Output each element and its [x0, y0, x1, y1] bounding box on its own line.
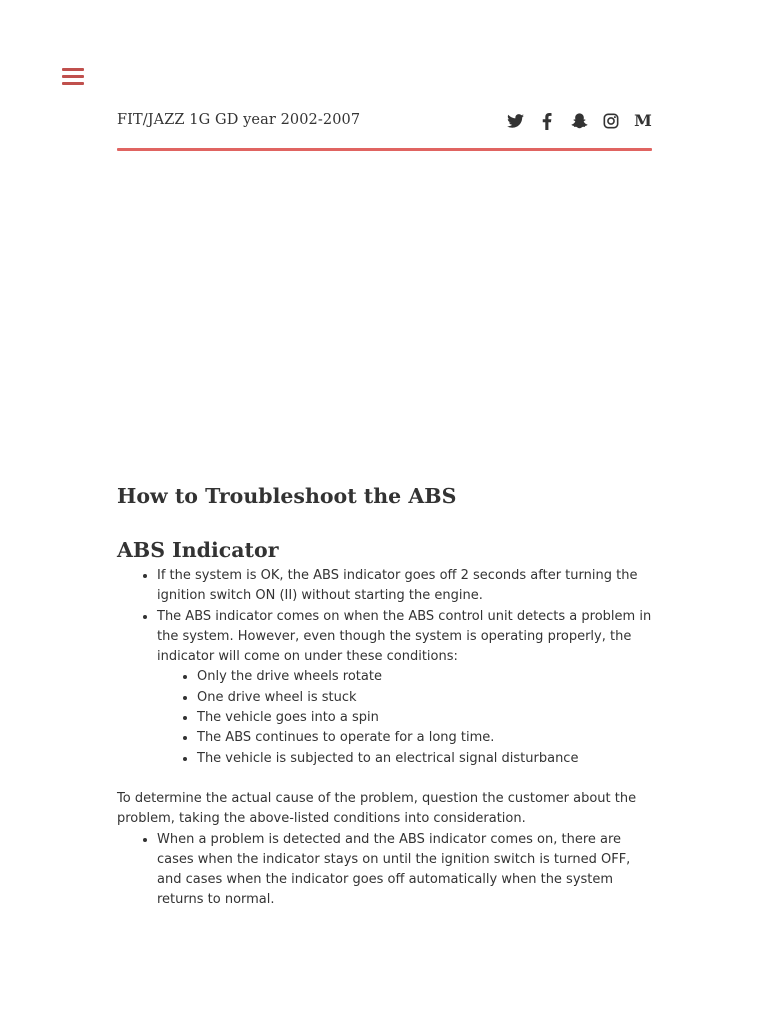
list-item — [157, 607, 652, 769]
body-paragraph: To determine the actual cause of the problem, question the customer about the problem, taking the above-listed conditions into consideration. — [117, 790, 637, 827]
article-content — [117, 480, 652, 911]
hamburger-menu-icon[interactable] — [62, 67, 84, 86]
article-title: How to Troubleshoot the ABS — [117, 484, 457, 508]
condition-item: • The vehicle goes into a spin — [197, 708, 652, 728]
ad-space — [117, 160, 652, 460]
condition-item: • The ABS continues to operate for a long time. — [197, 728, 652, 748]
list-item: • When a problem is detected and the ABS indicator comes on, there are cases when the indicator stays on until the ignition switch is turned OFF, and cases when the indicator goes off automatically when the system returns to normal. — [157, 830, 652, 911]
indicator-behavior-list — [117, 830, 652, 911]
indicator-info-list — [117, 566, 652, 769]
condition-item: • One drive wheel is stuck — [197, 688, 652, 708]
menu-bar — [62, 75, 84, 78]
medium-icon[interactable]: M — [634, 111, 652, 130]
snapchat-icon[interactable] — [570, 112, 588, 130]
list-item: • If the system is OK, the ABS indicator goes off 2 seconds after turning the ignition switch ON (II) without starting the engine. — [157, 566, 652, 607]
twitter-icon[interactable] — [506, 112, 524, 130]
menu-bar — [62, 82, 84, 85]
section-heading: ABS Indicator — [117, 538, 279, 562]
list-item-text: The ABS indicator comes on when the ABS control unit detects a problem in the system. However, even though the system is operating properly, the indicator will come on under these conditions: — [157, 608, 652, 665]
condition-item: • Only the drive wheels rotate — [197, 667, 652, 687]
instagram-icon[interactable] — [602, 112, 620, 130]
social-links — [506, 112, 652, 130]
facebook-icon[interactable] — [538, 112, 556, 130]
menu-bar — [62, 68, 84, 71]
site-title-link[interactable]: FIT/JAZZ 1G GD year 2002-2007 — [117, 112, 361, 128]
condition-item: • The vehicle is subjected to an electrical signal disturbance — [197, 749, 652, 769]
site-header — [117, 108, 652, 152]
header-divider — [117, 148, 652, 151]
conditions-list — [157, 667, 652, 768]
